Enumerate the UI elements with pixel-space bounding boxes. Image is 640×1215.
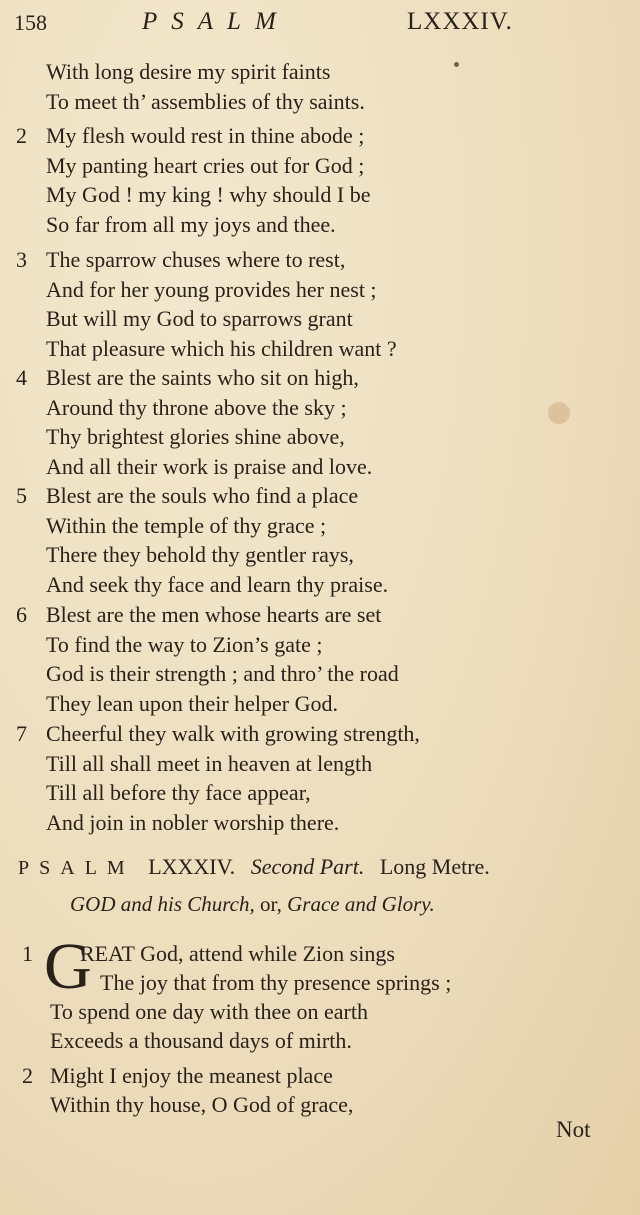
subtitle-left: GOD and his Church, [70, 892, 255, 916]
verse-line: And join in nobler worship there. [46, 809, 340, 835]
verse-number: 4 [16, 365, 27, 390]
part-heading-psalm: PSALM [18, 857, 135, 879]
verse-line: The joy that from thy presence springs ; [100, 970, 452, 995]
verse-line: And all their work is praise and love. [46, 453, 373, 479]
verse-line: REAT God, attend while Zion sings [80, 941, 395, 966]
verse-line: The sparrow chuses where to rest, [46, 247, 346, 272]
part-two-heading [18, 854, 608, 880]
verse-line: With long desire my spirit faints [46, 59, 331, 84]
verse-line: Within thy house, O God of grace, [50, 1092, 354, 1117]
part-heading-part: Second Part. [250, 854, 365, 879]
verse-line: Till all shall meet in heaven at length [46, 750, 373, 776]
verse-line: Till all before thy face appear, [46, 780, 311, 805]
page-number: 158 [14, 10, 47, 35]
verse-line: Blest are the saints who sit on high, [46, 365, 359, 390]
verse-line: My flesh would rest in thine abode ; [46, 123, 365, 148]
verse-line: My panting heart cries out for God ; [46, 152, 365, 178]
running-header [14, 6, 630, 42]
verse-number: 5 [16, 483, 27, 508]
verse-number: 2 [22, 1063, 33, 1088]
verse-line: Within the temple of thy grace ; [46, 512, 327, 538]
verse-line: They lean upon their helper God. [46, 690, 339, 716]
part-two-subtitle [70, 892, 435, 917]
verse-number: 6 [16, 602, 27, 627]
verse-number: 7 [16, 721, 27, 746]
subtitle-right: Grace and Glory. [287, 892, 435, 916]
psalm-number: LXXXIV. [407, 8, 513, 35]
verse-line: So far from all my joys and thee. [46, 211, 336, 237]
verse-line: Blest are the souls who find a place [46, 483, 359, 508]
verse-line: And seek thy face and learn thy praise. [46, 571, 389, 597]
verse-number: 2 [16, 123, 27, 148]
verse-line: To meet th’ assemblies of thy saints. [46, 88, 365, 114]
verse-number: 3 [16, 247, 27, 272]
subtitle-or: or, [259, 892, 282, 916]
verse-line: Thy brightest glories shine above, [46, 424, 345, 449]
verse-line: But will my God to sparrows grant [46, 306, 353, 331]
verse-line: That pleasure which his children want ? [46, 335, 397, 361]
catchword: Not [556, 1117, 591, 1142]
verse-line: God is their strength ; and thro’ the road [46, 661, 399, 686]
paper-stain [454, 62, 459, 67]
paper-stain [548, 402, 570, 424]
verse-line: There they behold thy gentler rays, [46, 542, 354, 567]
verse-line: Exceeds a thousand days of mirth. [50, 1028, 352, 1053]
running-title: PSALM [142, 8, 290, 35]
drop-capital: G [44, 930, 92, 1003]
verse-line: Around thy throne above the sky ; [46, 394, 347, 420]
verse-line: Blest are the men whose hearts are set [46, 602, 382, 627]
verse-line: My God ! my king ! why should I be [46, 182, 371, 207]
verse-number: 1 [22, 941, 33, 966]
part-heading-metre: Long Metre. [379, 854, 490, 879]
verse-line: Cheerful they walk with growing strength, [46, 721, 420, 746]
part-heading-number: LXXXIV. [148, 854, 236, 879]
verse-line: Might I enjoy the meanest place [50, 1063, 333, 1088]
verse-line: To spend one day with thee on earth [50, 999, 368, 1024]
verse-line: To find the way to Zion’s gate ; [46, 631, 323, 657]
verse-line: And for her young provides her nest ; [46, 276, 377, 302]
